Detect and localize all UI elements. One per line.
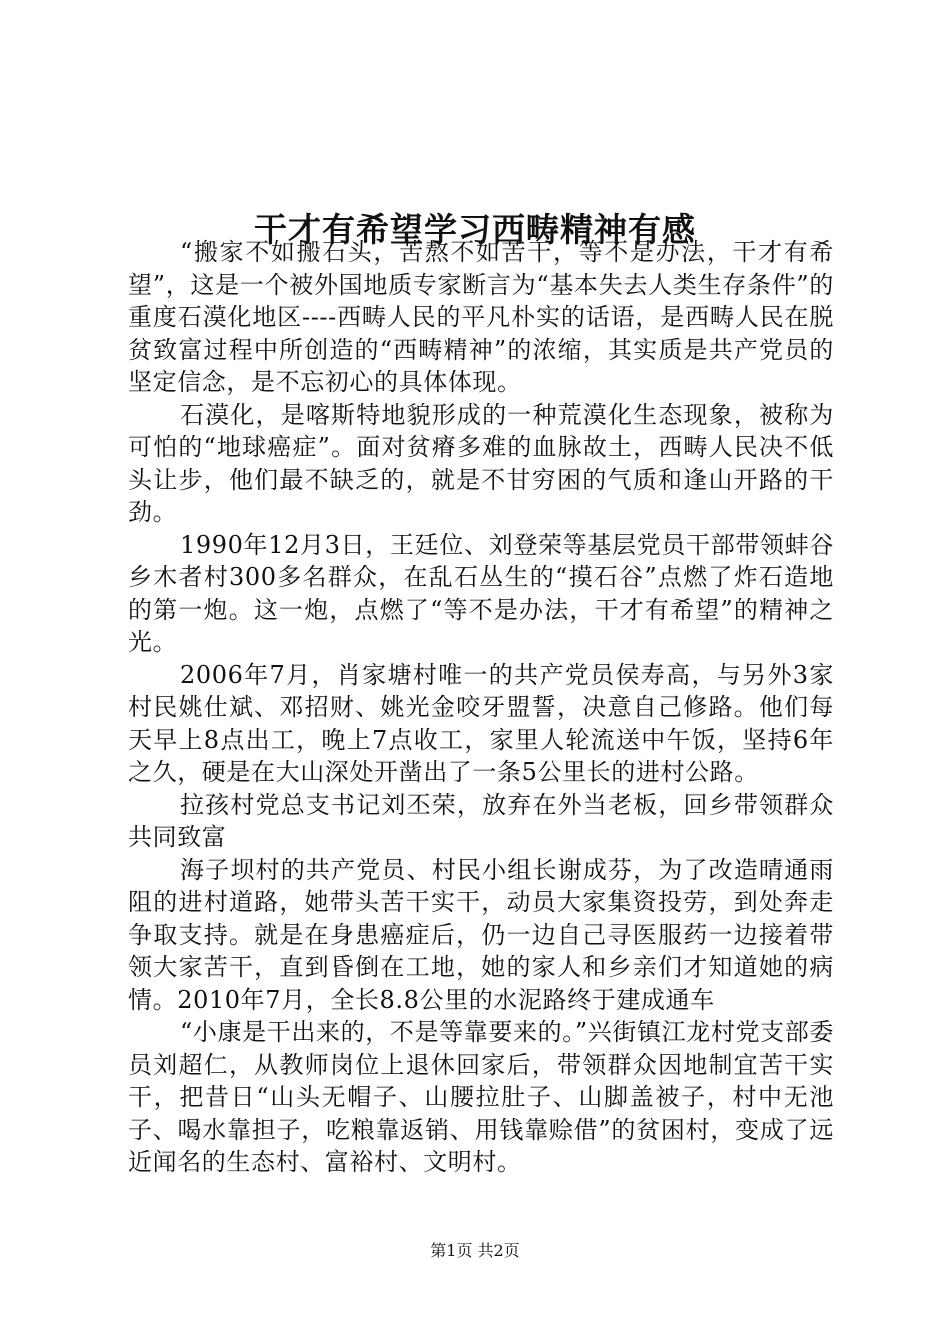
document-body [128,236,834,1179]
paragraph-4: 2006年7月，肖家塘村唯一的共产党员侯寿高，与另外3家村民姚仕斌、邓招财、姚光金咬牙盟誓，决意自己修路。他们每天早上8点出工，晚上7点收工，家里人轮流送中午饭，坚持6年之久，硬是在大山深处开凿出了一条5公里长的进村公路。 [128,660,834,786]
paragraph-6: 海子坝村的共产党员、村民小组长谢成芬，为了改造晴通雨阻的进村道路，她带头苦干实干，动员大家集资投劳，到处奔走争取支持。就是在身患癌症后，仍一边自己寻医服药一边接着带领大家苦干，直到昏倒在工地，她的家人和乡亲们才知道她的病情。2010年7月，全长8.8公里的水泥路终于建成通车 [128,855,834,1014]
paragraph-3: 1990年12月3日，王廷位、刘登荣等基层党员干部带领蚌谷乡木者村300多名群众，在乱石丛生的“摸石谷”点燃了炸石造地的第一炮。这一炮，点燃了“等不是办法，干才有希望”的精神之光。 [128,530,834,656]
paragraph-5: 拉孩村党总支书记刘丕荣，放弃在外当老板，回乡带领群众共同致富 [128,790,834,851]
page-number-footer: 第1页 共2页 [430,1241,520,1260]
paragraph-2: 石漠化，是喀斯特地貌形成的一种荒漠化生态现象，被称为可怕的“地球癌症”。面对贫瘠多难的血脉故土，西畴人民决不低头让步，他们最不缺乏的，就是不甘穷困的气质和逢山开路的干劲。 [128,400,834,526]
paragraph-1: “搬家不如搬石头，苦熬不如苦干，等不是办法，干才有希望”，这是一个被外国地质专家断言为“基本失去人类生存条件”的重度石漠化地区----西畴人民的平凡朴实的话语，是西畴人民在脱贫致富过程中所创造的“西畴精神”的浓缩，其实质是共产党员的坚定信念，是不忘初心的具体体现。 [128,238,834,396]
document-title: 干才有希望学习西畴精神有感 [254,210,696,250]
paragraph-7: “小康是干出来的，不是等靠要来的。”兴街镇江龙村党支部委员刘超仁，从教师岗位上退休回家后，带领群众因地制宜苦干实干，把昔日“山头无帽子、山腰拉肚子、山脚盖被子，村中无池子、喝水靠担子，吃粮靠返销、用钱靠赊借”的贫困村，变成了远近闻名的生态村、富裕村、文明村。 [128,1018,834,1176]
